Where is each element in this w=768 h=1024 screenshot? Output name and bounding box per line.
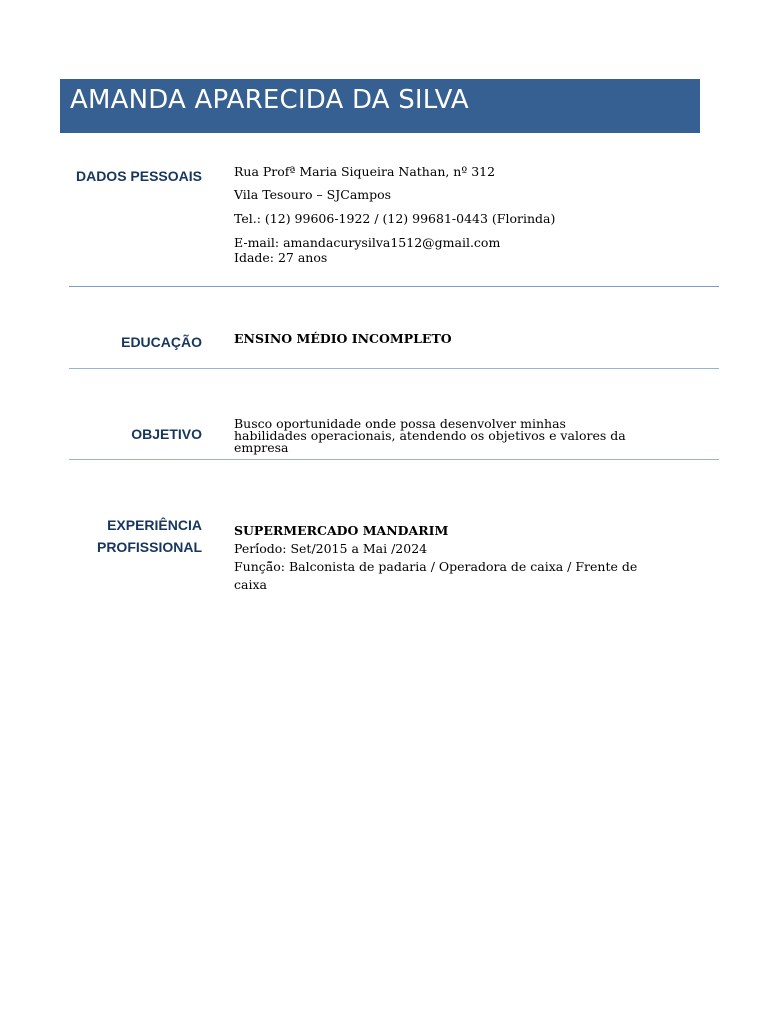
candidate-name: AMANDA APARECIDA DA SILVA <box>70 85 469 115</box>
education-level: ENSINO MÉDIO INCOMPLETO <box>234 331 452 346</box>
age-line: Idade: 27 anos <box>234 250 328 265</box>
header-bar <box>60 79 700 133</box>
section-label-objetivo: OBJETIVO <box>131 426 202 442</box>
address-line: Rua Profª Maria Siqueira Nathan, nº 312 <box>234 164 496 179</box>
section-label-experiencia-line1: EXPERIÊNCIA <box>107 517 202 533</box>
job-function-continuation: caixa <box>234 577 267 592</box>
section-label-dados-pessoais: DADOS PESSOAIS <box>75 168 202 184</box>
job-function: Funçã̃o: Balconista de padaria / Operadora de caixa / Frente de <box>234 559 638 574</box>
employment-period: Perí́odo: Set/2015 a Mai /2024 <box>234 541 428 556</box>
neighborhood-line: Vila Tesouro – SJCampos <box>234 187 392 202</box>
section-label-experiencia <box>97 514 202 558</box>
company-name: SUPERMERCADO MANDARIM <box>234 523 449 538</box>
section-divider <box>69 286 719 287</box>
section-divider <box>69 368 719 369</box>
section-label-experiencia-line2: PROFISSIONAL <box>96 539 202 555</box>
section-divider <box>69 459 719 460</box>
phone-line: Tel.: (12) 99606-1922 / (12) 99681-0443 (Florinda) <box>234 211 556 226</box>
email-line: E-mail: amandacurysilva1512@gmail.com <box>234 235 501 250</box>
section-label-educacao: EDUCAÇÃO <box>121 334 202 350</box>
objective-text: Busco oportunidade onde possa desenvolver minhas habilidades operacionais, atendendo os objetivos e valores da empresa <box>234 416 626 455</box>
